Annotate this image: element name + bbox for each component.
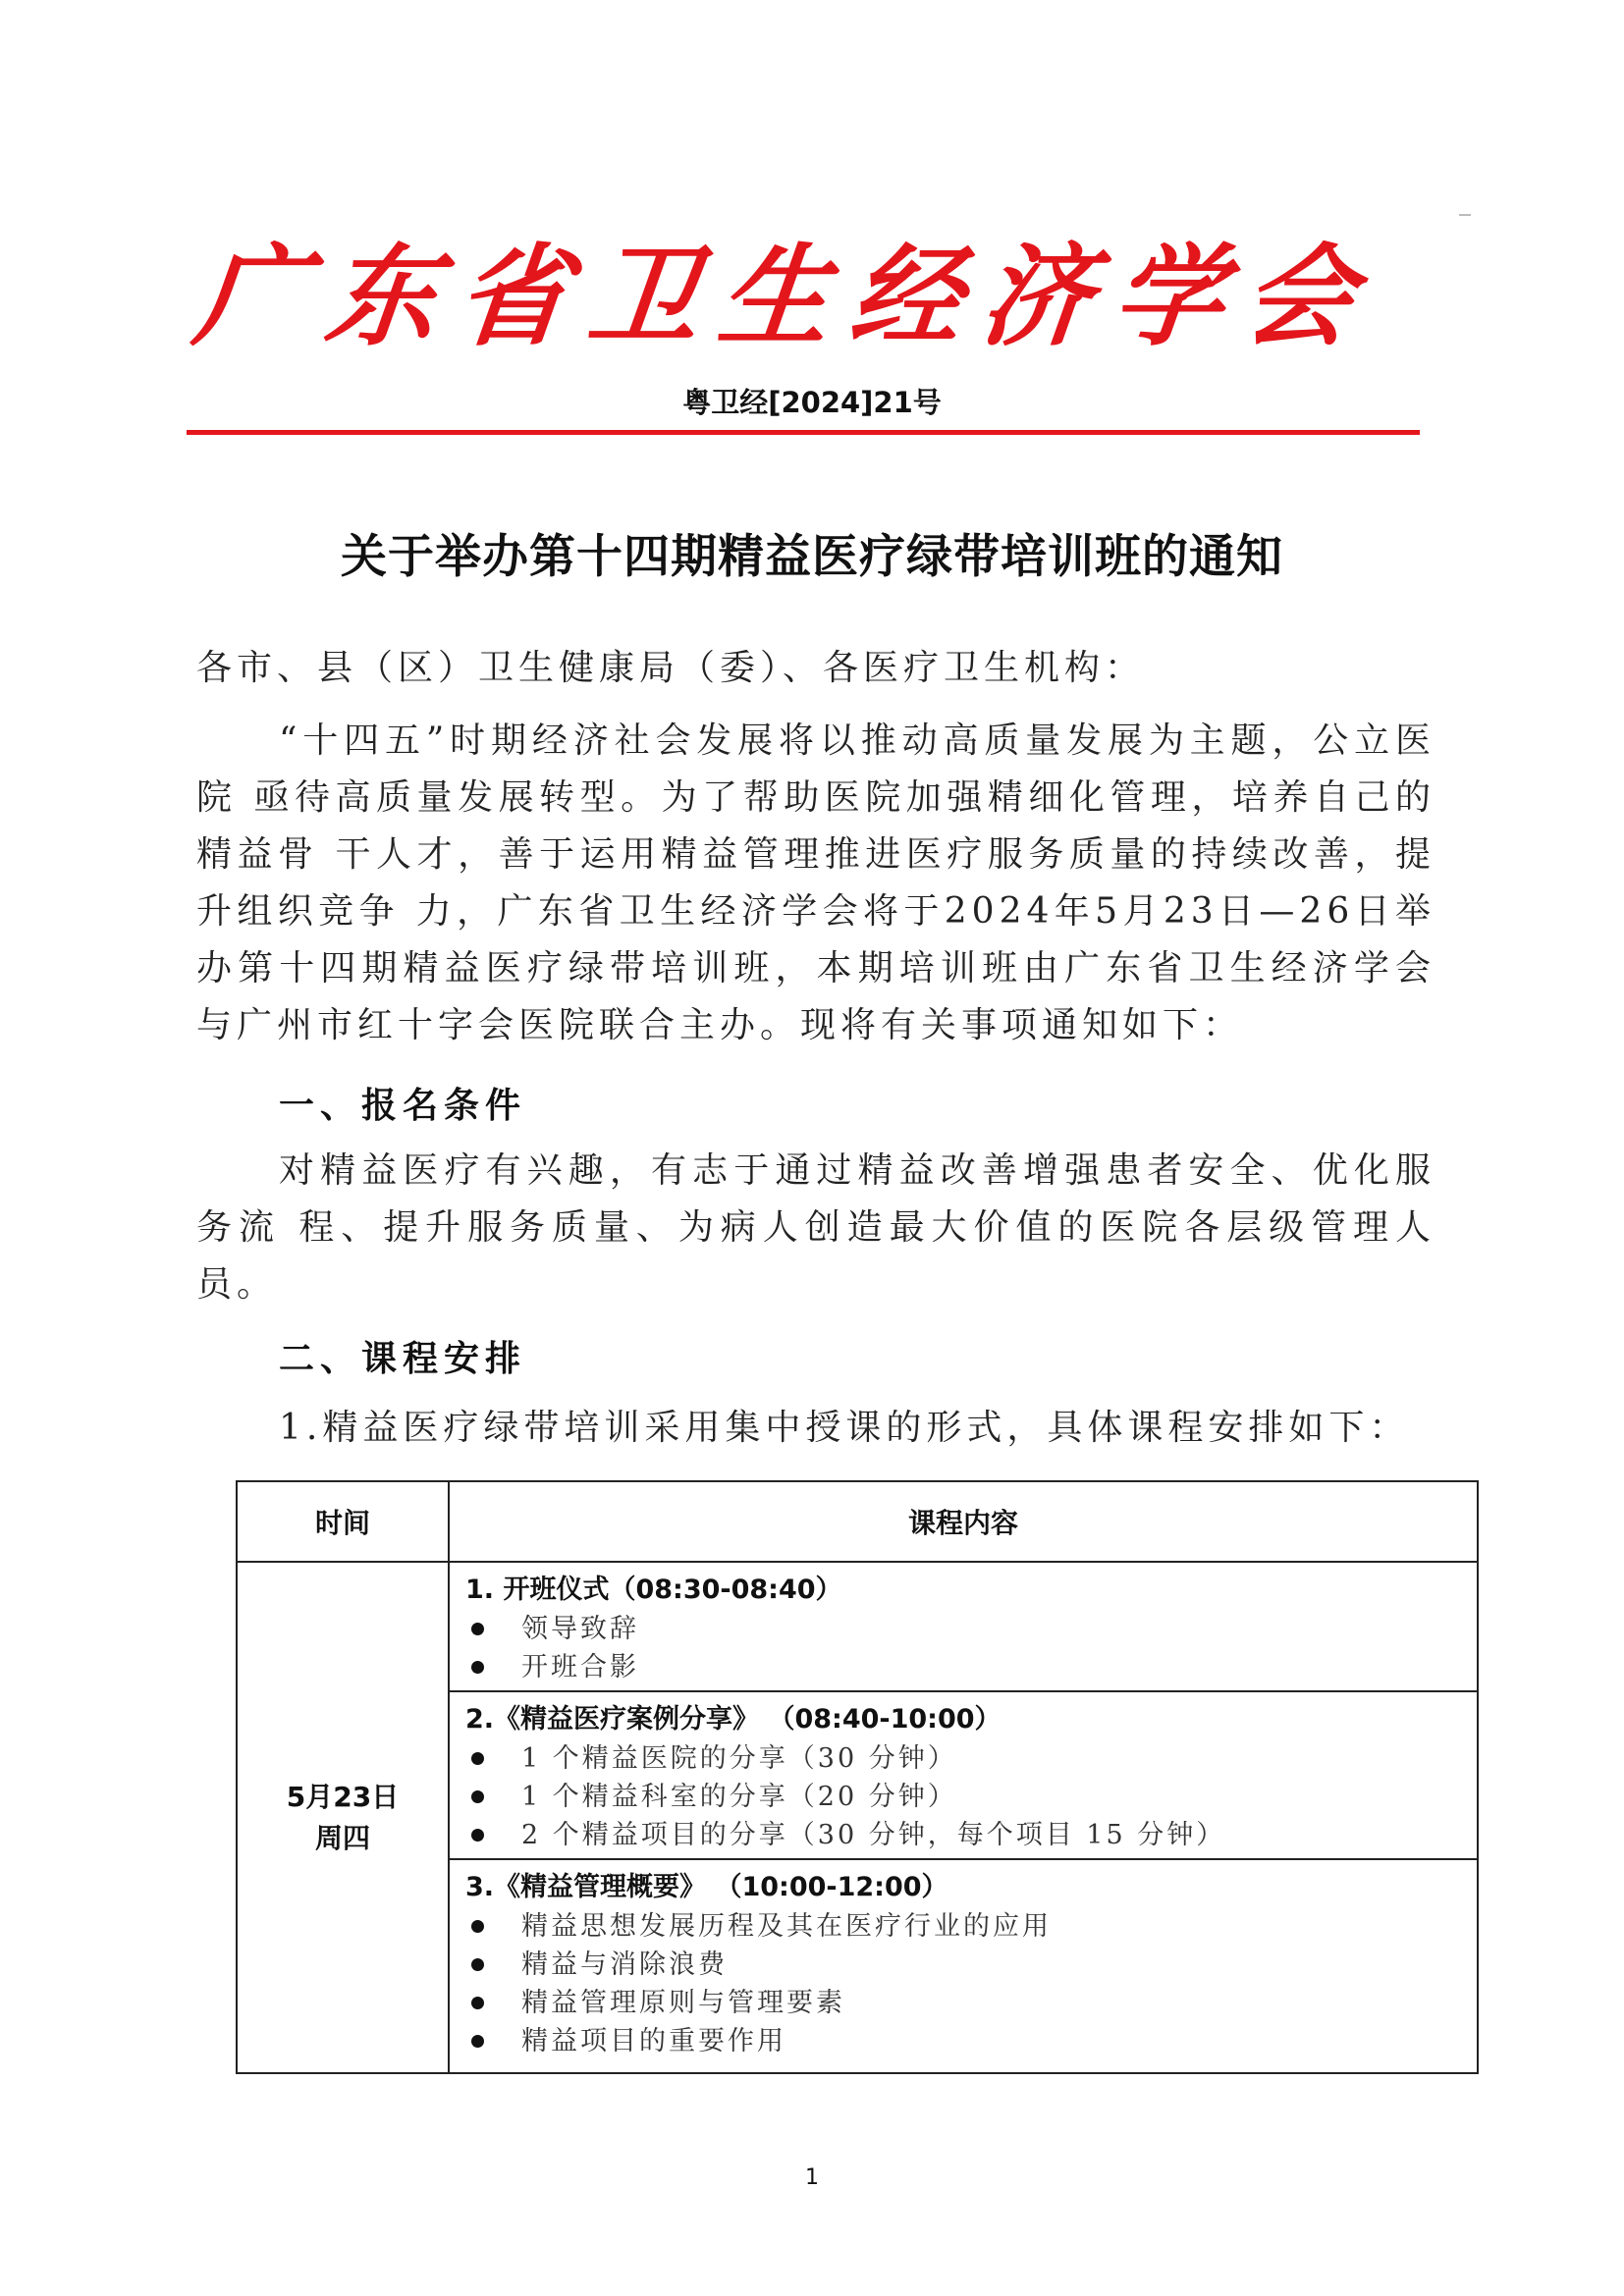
list-item (465, 1610, 1461, 1648)
item-text: 精益项目的重要作用 (521, 2026, 786, 2056)
list-item (465, 1739, 1461, 1778)
bullet-icon (471, 1661, 484, 1674)
schedule-table (236, 1480, 1479, 2074)
session-items (465, 1610, 1461, 1686)
corner-mark (1459, 214, 1471, 216)
section-heading-registration: 一、报名条件 (279, 1086, 527, 1126)
masthead-char: 省 (451, 232, 574, 361)
bullet-icon (471, 1752, 484, 1765)
document-number: 粤卫经[2024]21号 (682, 386, 942, 419)
masthead-char: 生 (713, 232, 837, 361)
list-item (465, 2022, 1461, 2060)
bullet-icon (471, 1997, 484, 2009)
schedule-intro: 1.精益医疗绿带培训采用集中授课的形式，具体课程安排如下： (279, 1408, 1410, 1448)
list-item (465, 1907, 1461, 1946)
bullet-icon (471, 1958, 484, 1971)
session-cell (449, 1691, 1478, 1859)
item-text: 精益思想发展历程及其在医疗行业的应用 (521, 1911, 1052, 1942)
bullet-icon (471, 1623, 484, 1635)
date-label: 5月23日 (286, 1780, 400, 1813)
session-title: 1. 开班仪式（08:30-08:40） (465, 1575, 842, 1605)
registration-paragraph: 对精益医疗有兴趣，有志于通过精益改善增强患者安全、优化服务流 程、提升服务质量、为病人创造最大价值的医院各层级管理人员。 (196, 1150, 1435, 1305)
masthead-char: 经 (843, 232, 968, 361)
item-text: 1 个精益科室的分享（20 分钟） (521, 1782, 957, 1812)
session-title: 3.《精益管理概要》 （10:00-12:00） (465, 1872, 948, 1902)
item-text: 精益与消除浪费 (521, 1949, 728, 1980)
section-heading-schedule: 二、课程安排 (279, 1339, 527, 1379)
item-text: 开班合影 (521, 1652, 639, 1682)
list-item (465, 1984, 1461, 2022)
list-item (465, 1946, 1461, 1984)
header-time: 时间 (237, 1481, 449, 1562)
document-title: 关于举办第十四期精益医疗绿带培训班的通知 (341, 530, 1283, 584)
item-text: 精益管理原则与管理要素 (521, 1988, 845, 2018)
salutation: 各市、县（区）卫生健康局（委）、各医疗卫生机构： (196, 648, 1146, 688)
session-items (465, 1739, 1461, 1854)
masthead-char: 会 (1237, 232, 1361, 361)
header-content: 课程内容 (449, 1481, 1478, 1562)
intro-paragraph: “十四五”时期经济社会发展将以推动高质量发展为主题，公立医院 亟待高质量发展转型。为了帮助医院加强精细化管理，培养自己的精益骨 干人才，善于运用精益管理推进医疗服务质量的持续改善，提升组织竞争 力，广东省卫生经济学会将于2024年5月23日—26日举办第十四期精益医疗绿带培训班，本期培训班由广东省卫生经济学会与广州市红十字会医院联合主办。现将有关事项通知如下： (196, 721, 1435, 1045)
session-cell (449, 1562, 1478, 1691)
masthead-logo (189, 224, 1361, 361)
bullet-icon (471, 2035, 484, 2048)
date-cell (237, 1562, 449, 2073)
item-text: 2 个精益项目的分享（30 分钟，每个项目 15 分钟） (521, 1820, 1226, 1850)
list-item (465, 1816, 1461, 1854)
page-number: 1 (805, 2165, 819, 2190)
masthead-char: 卫 (581, 232, 706, 361)
masthead-char: 广 (189, 232, 312, 361)
list-item (465, 1778, 1461, 1816)
bullet-icon (471, 1790, 484, 1803)
masthead-char: 学 (1106, 232, 1230, 361)
table-header-row (237, 1481, 1478, 1562)
session-title: 2.《精益医疗案例分享》 （08:40-10:00） (465, 1704, 1001, 1735)
masthead-char: 东 (319, 232, 444, 361)
table-row (237, 1562, 1478, 1691)
list-item (465, 1648, 1461, 1686)
bullet-icon (471, 1829, 484, 1842)
session-cell (449, 1859, 1478, 2073)
item-text: 领导致辞 (521, 1614, 639, 1644)
weekday-label: 周四 (314, 1821, 370, 1854)
red-divider (187, 430, 1420, 435)
item-text: 1 个精益医院的分享（30 分钟） (521, 1743, 957, 1774)
bullet-icon (471, 1920, 484, 1933)
session-items (465, 1907, 1461, 2060)
masthead-char: 济 (975, 232, 1099, 361)
